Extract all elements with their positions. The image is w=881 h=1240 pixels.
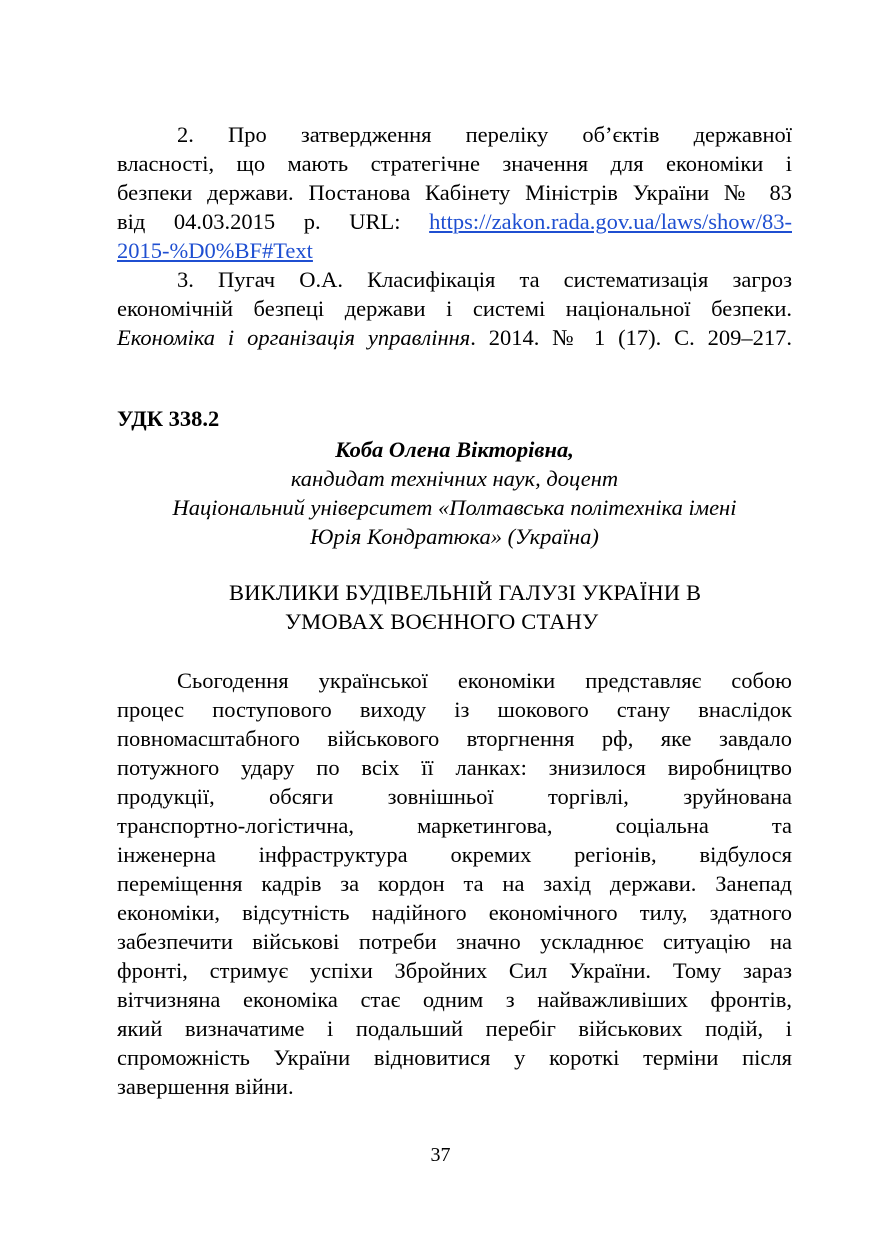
reference-3-line: економічній безпеці держави і системі національної безпеки.	[117, 296, 792, 321]
author-affiliation-line1: Національний університет «Полтавська політехніка імені	[172, 495, 737, 520]
body-line: який визначатиме і подальший перебіг військових подій, і	[117, 1016, 792, 1041]
body-line: переміщення кадрів за кордон та на захід держави. Занепад	[117, 871, 792, 896]
reference-2-line: безпеки держави. Постанова Кабінету Міністрів України № 83	[117, 180, 792, 205]
reference-2-line: 2. Про затвердження переліку об’єктів державної	[177, 122, 792, 147]
author-degree: кандидат технічних наук, доцент	[290, 466, 619, 491]
reference-3-line: 3. Пугач О.А. Класифікація та систематизація загроз	[177, 267, 792, 292]
article-title-line2: УМОВАХ ВОЄННОГО СТАНУ	[285, 609, 599, 634]
body-line: продукції, обсяги зовнішньої торгівлі, зруйнована	[117, 784, 792, 809]
reference-2-line-url	[117, 207, 792, 236]
body-line: процес поступового виходу із шокового стану внаслідок	[117, 697, 792, 722]
reference-3-details: . 2014. № 1 (17). С. 209–217.	[470, 325, 792, 350]
body-line: повномасштабного військового вторгнення рф, яке завдало	[117, 726, 792, 751]
reference-3-line	[117, 323, 792, 352]
body-line: економіки, відсутність надійного економічного тилу, здатного	[117, 900, 792, 925]
reference-2-url-prefix: від 04.03.2015 р. URL:	[117, 209, 401, 234]
reference-2-link-continued[interactable]: 2015-%D0%BF#Text	[117, 238, 313, 263]
body-line: Сьогодення української економіки представляє собою	[177, 668, 792, 693]
body-line: вітчизняна економіка стає одним з найважливіших фронтів,	[117, 987, 792, 1012]
body-line-last: завершення війни.	[117, 1074, 294, 1099]
body-line: інженерна інфраструктура окремих регіонів, відбулося	[117, 842, 792, 867]
body-line: забезпечити військові потреби значно ускладнює ситуацію на	[117, 929, 792, 954]
body-line: спроможність України відновитися у короткі терміни після	[117, 1045, 792, 1070]
body-line: потужного удару по всіх її ланках: знизилося виробництво	[117, 755, 792, 780]
udk-code: УДК 338.2	[117, 406, 220, 431]
article-title-line1: ВИКЛИКИ БУДІВЕЛЬНІЙ ГАЛУЗІ УКРАЇНИ В	[229, 580, 702, 605]
body-paragraph	[117, 666, 792, 1101]
reference-2-link[interactable]: https://zakon.rada.gov.ua/laws/show/83-	[429, 209, 792, 234]
author-name: Коба Олена Вікторівна,	[335, 437, 574, 462]
reference-2-line: власності, що мають стратегічне значення для економіки і	[117, 151, 792, 176]
author-affiliation-line2: Юрія Кондратюка» (Україна)	[310, 524, 599, 549]
body-line: фронті, стримує успіхи Збройних Сил України. Тому зараз	[117, 958, 792, 983]
body-line: транспортно-логістична, маркетингова, соціальна та	[117, 813, 792, 838]
reference-3	[117, 265, 792, 352]
reference-2	[117, 120, 792, 265]
reference-2-line	[117, 236, 792, 265]
journal-title: Економіка і організація управління	[117, 325, 471, 350]
page-number: 37	[430, 1144, 451, 1166]
